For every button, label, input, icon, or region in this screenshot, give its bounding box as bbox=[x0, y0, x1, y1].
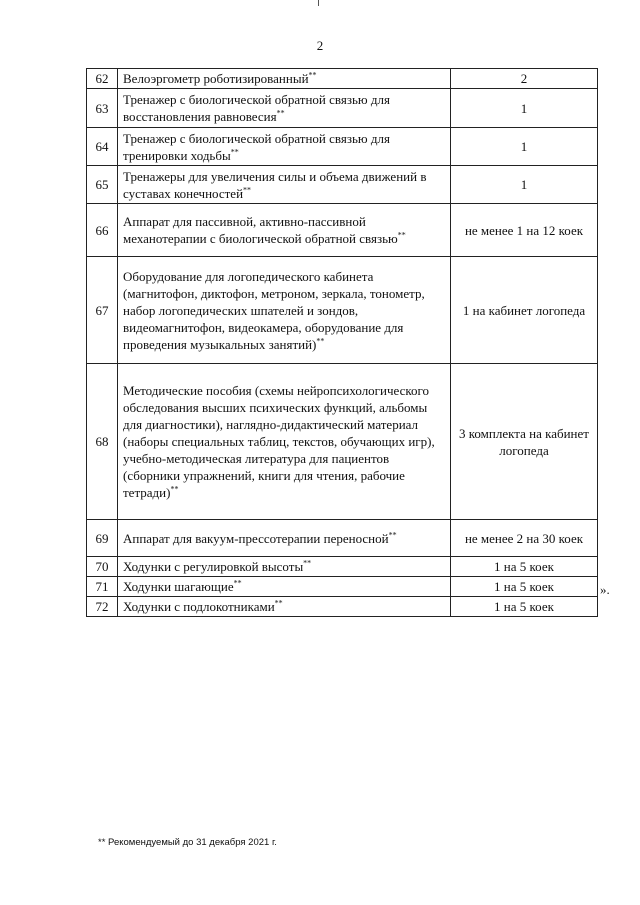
row-number: 64 bbox=[87, 128, 118, 166]
equipment-table bbox=[86, 68, 598, 617]
row-number: 66 bbox=[87, 204, 118, 257]
equipment-name: Оборудование для логопедического кабинета (магнитофон, диктофон, метроном, зеркала, тонометр, набор логопедических шпателей и зондов, видеомагнитофон, видеокамера, оборудование для проведения музыкальных занятий)** bbox=[118, 257, 451, 364]
equipment-name: Ходунки с подлокотниками** bbox=[118, 597, 451, 617]
row-number: 68 bbox=[87, 364, 118, 520]
equipment-name: Велоэргометр роботизированный** bbox=[118, 69, 451, 89]
equipment-quantity: 1 на 5 коек bbox=[451, 577, 598, 597]
equipment-quantity: 1 на 5 коек bbox=[451, 597, 598, 617]
row-number: 65 bbox=[87, 166, 118, 204]
table-row bbox=[87, 597, 598, 617]
row-number: 69 bbox=[87, 520, 118, 557]
equipment-quantity: не менее 2 на 30 коек bbox=[451, 520, 598, 557]
table-row bbox=[87, 577, 598, 597]
equipment-quantity: 2 bbox=[451, 69, 598, 89]
table-row bbox=[87, 204, 598, 257]
footnote: ** Рекомендуемый до 31 декабря 2021 г. bbox=[98, 837, 277, 848]
equipment-quantity: не менее 1 на 12 коек bbox=[451, 204, 598, 257]
table-row bbox=[87, 364, 598, 520]
equipment-name: Аппарат для пассивной, активно-пассивной механотерапии с биологической обратной связью** bbox=[118, 204, 451, 257]
row-number: 67 bbox=[87, 257, 118, 364]
closing-quote: ». bbox=[600, 582, 610, 597]
row-number: 62 bbox=[87, 69, 118, 89]
table-row bbox=[87, 520, 598, 557]
table-row bbox=[87, 89, 598, 128]
scan-edge-mark bbox=[318, 0, 319, 6]
equipment-name: Методические пособия (схемы нейропсихологического обследования высших психических функций, альбомы для диагностики), наглядно-дидактический материал (наборы специальных таблиц, текстов, обучающих игр), учебно-методическая литература для пациентов (сборники упражнений, книги для чтения, рабочие тетради)** bbox=[118, 364, 451, 520]
row-number: 63 bbox=[87, 89, 118, 128]
row-number: 71 bbox=[87, 577, 118, 597]
row-number: 70 bbox=[87, 557, 118, 577]
equipment-name: Ходунки шагающие** bbox=[118, 577, 451, 597]
row-number: 72 bbox=[87, 597, 118, 617]
equipment-name: Тренажер с биологической обратной связью для тренировки ходьбы** bbox=[118, 128, 451, 166]
page-number: 2 bbox=[316, 38, 324, 53]
table-row bbox=[87, 128, 598, 166]
equipment-name: Аппарат для вакуум-прессотерапии переносной** bbox=[118, 520, 451, 557]
table-row bbox=[87, 69, 598, 89]
equipment-quantity: 3 комплекта на кабинет логопеда bbox=[451, 364, 598, 520]
table-row bbox=[87, 557, 598, 577]
equipment-name: Ходунки с регулировкой высоты** bbox=[118, 557, 451, 577]
equipment-quantity: 1 на кабинет логопеда bbox=[451, 257, 598, 364]
equipment-quantity: 1 на 5 коек bbox=[451, 557, 598, 577]
table-row bbox=[87, 166, 598, 204]
equipment-quantity: 1 bbox=[451, 89, 598, 128]
table-row bbox=[87, 257, 598, 364]
equipment-quantity: 1 bbox=[451, 128, 598, 166]
equipment-name: Тренажеры для увеличения силы и объема движений в суставах конечностей** bbox=[118, 166, 451, 204]
equipment-name: Тренажер с биологической обратной связью для восстановления равновесия** bbox=[118, 89, 451, 128]
equipment-quantity: 1 bbox=[451, 166, 598, 204]
